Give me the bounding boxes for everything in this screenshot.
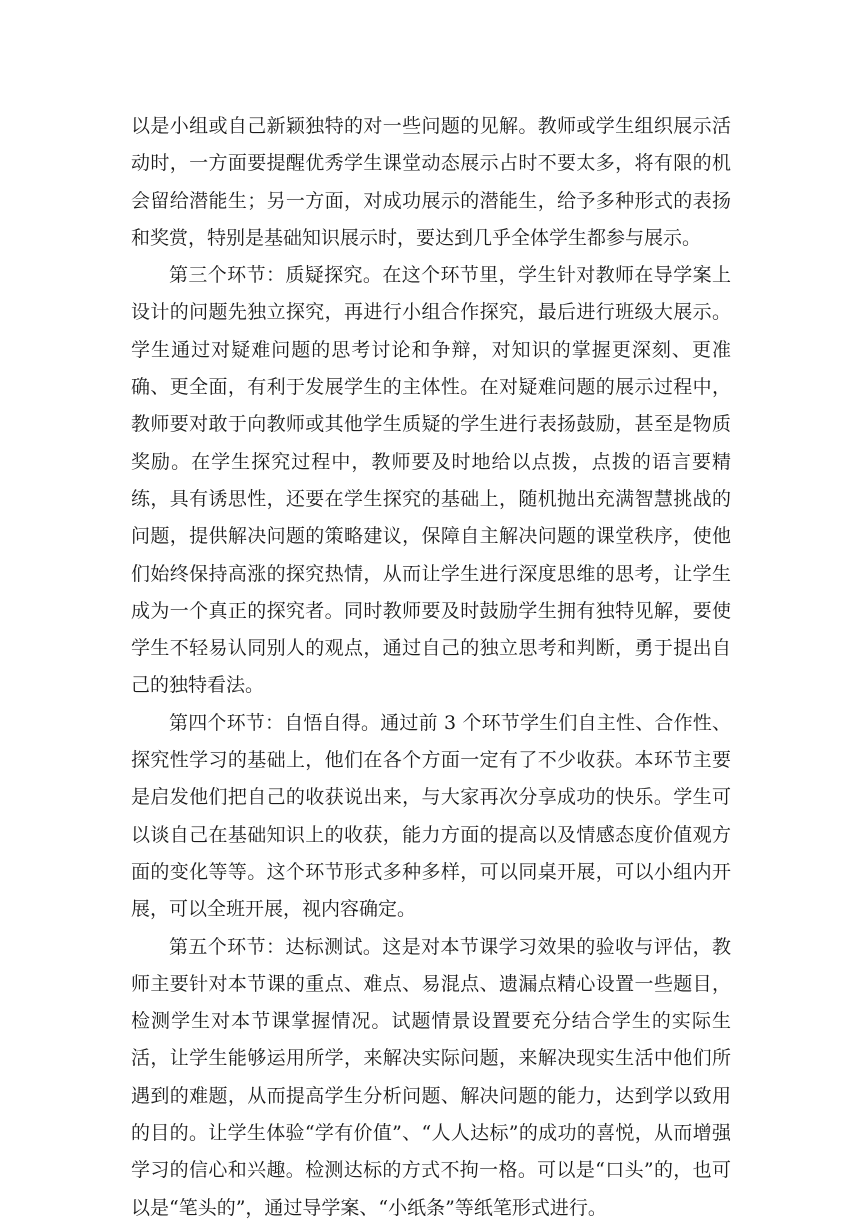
paragraph-section-four: 第四个环节：自悟自得。通过前 3 个环节学生们自主性、合作性、探究性学习的基础上，他们在各个方面一定有了不少收获。本环节主要是启发他们把自己的收获说出来，与大家再次分享成功的快乐。学生可以谈自己在基础知识上的收获，能力方面的提高以及情感态度价值观方面的变化等等。这个环节形式多种多样，可以同桌开展，可以小组内开展，可以全班开展，视内容确定。 — [131, 711, 731, 921]
paragraph-section-three: 第三个环节：质疑探究。在这个环节里，学生针对教师在导学案上设计的问题先独立探究，再进行小组合作探究，最后进行班级大展示。学生通过对疑难问题的思考讨论和争辩，对知识的掌握更深刻、更准确、更全面，有利于发展学生的主体性。在对疑难问题的展示过程中，教师要对敢于向教师或其他学生质疑的学生进行表扬鼓励，甚至是物质奖励。在学生探究过程中，教师要及时地给以点拨，点拨的语言要精练，具有诱思性，还要在学生探究的基础上，随机抛出充满智慧挑战的问题，提供解决问题的策略建议，保障自主解决问题的课堂秩序，使他们始终保持高涨的探究热情，从而让学生进行深度思维的思考，让学生成为一个真正的探究者。同时教师要及时鼓励学生拥有独特见解，要使学生不轻易认同别人的观点，通过自己的独立思考和判断，勇于提出自己的独特看法。 — [131, 264, 731, 697]
document-page — [131, 108, 731, 1227]
paragraph-continued: 以是小组或自己新颖独特的对一些问题的见解。教师或学生组织展示活动时，一方面要提醒优秀学生课堂动态展示占时不要太多，将有限的机会留给潜能生；另一方面，对成功展示的潜能生，给予多种形式的表扬和奖赏，特别是基础知识展示时，要达到几乎全体学生都参与展示。 — [131, 115, 731, 249]
paragraph-section-five: 第五个环节：达标测试。这是对本节课学习效果的验收与评估，教师主要针对本节课的重点、难点、易混点、遗漏点精心设置一些题目，检测学生对本节课掌握情况。试题情景设置要充分结合学生的实际生活，让学生能够运用所学，来解决实际问题，来解决现实生活中他们所遇到的难题，从而提高学生分析问题、解决问题的能力，达到学以致用的目的。让学生体验“学有价值”、“人人达标”的成功的喜悦，从而增强学习的信心和兴趣。检测达标的方式不拘一格。可以是“口头”的，也可以是“笔头的”，通过导学案、“小纸条”等纸笔形式进行。 — [131, 935, 731, 1219]
